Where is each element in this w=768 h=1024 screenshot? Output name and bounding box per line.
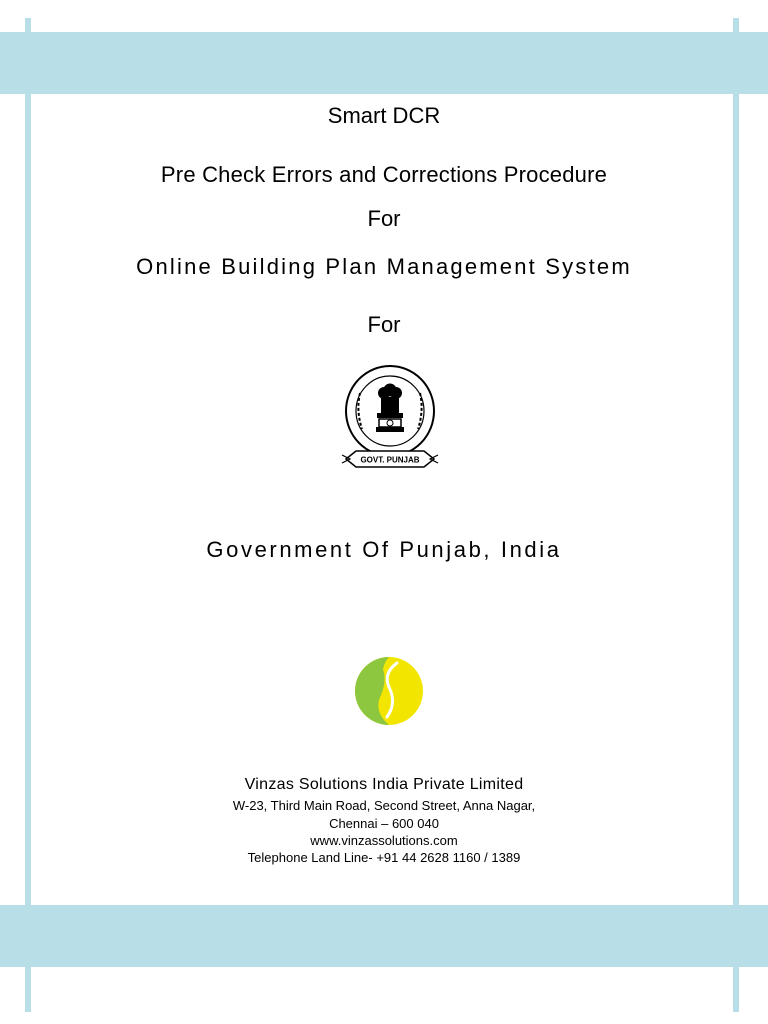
emblem-ribbon-text: GOVT. PUNJAB [360, 455, 420, 465]
top-band [0, 32, 768, 94]
client-name: Government Of Punjab, India [206, 537, 562, 562]
document-subtitle: Pre Check Errors and Corrections Procedure [160, 162, 608, 187]
for-label-2: For [367, 312, 401, 337]
bottom-band [0, 905, 768, 967]
for-label-1: For [367, 206, 401, 231]
company-website-link[interactable]: www.vinzassolutions.com [310, 833, 458, 848]
company-address-line-1: W-23, Third Main Road, Second Street, Anna Nagar, [232, 798, 536, 813]
system-name: Online Building Plan Management System [136, 254, 632, 279]
company-phone: Telephone Land Line- +91 44 2628 1160 / 1389 [247, 850, 521, 865]
company-address-line-2: Chennai – 600 040 [329, 816, 439, 831]
punjab-govt-emblem-icon [340, 363, 440, 483]
vinzas-logo-icon [353, 655, 425, 727]
company-name: Vinzas Solutions India Private Limited [244, 776, 524, 793]
document-title: Smart DCR [327, 103, 441, 128]
